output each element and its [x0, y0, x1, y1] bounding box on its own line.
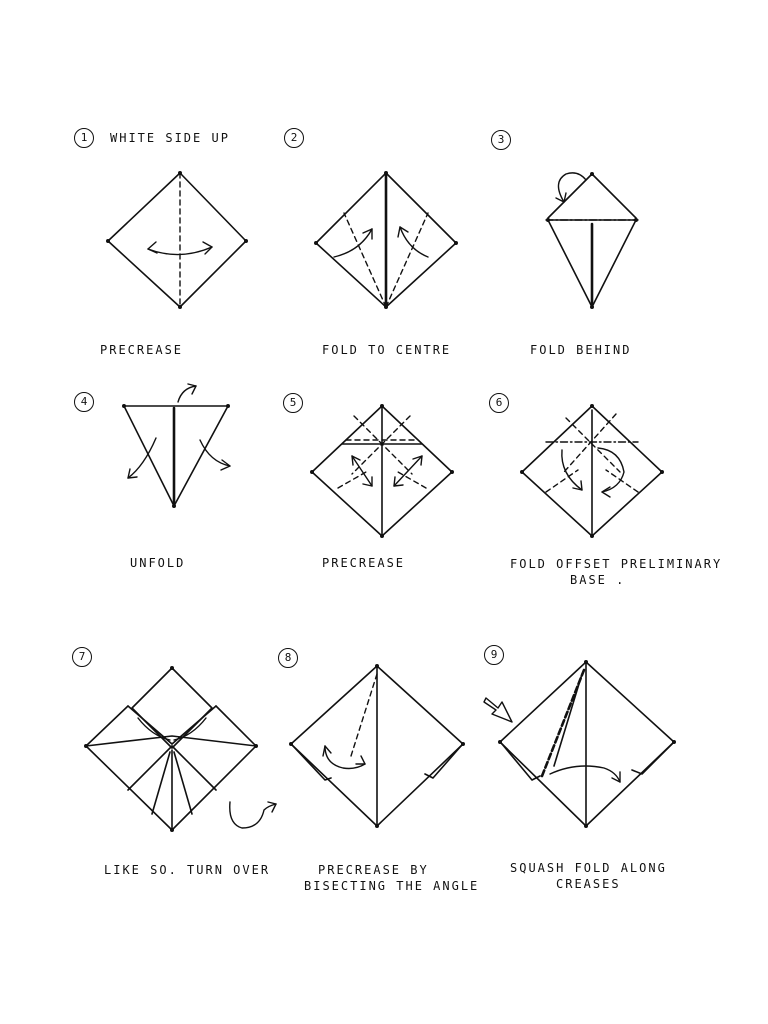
step-9-caption-line2: CREASES	[556, 877, 621, 891]
step-5-diagram	[306, 400, 456, 540]
step-3-diagram	[530, 162, 660, 312]
step-3-number: 3	[491, 130, 511, 150]
step-8-caption-line2: BISECTING THE ANGLE	[304, 879, 480, 893]
step-2-number: 2	[284, 128, 304, 148]
step-1-diagram	[100, 165, 260, 315]
step-4-caption: UNFOLD	[130, 556, 186, 570]
step-5-number: 5	[283, 393, 303, 413]
step-1-number: 1	[74, 128, 94, 148]
step-9-caption: SQUASH FOLD ALONG	[510, 861, 667, 875]
step-6-caption-line2: BASE .	[570, 573, 626, 587]
step-5-caption: PRECREASE	[322, 556, 406, 570]
step-9-number: 9	[484, 645, 504, 665]
step-6-diagram	[516, 400, 666, 540]
step-4-number: 4	[74, 392, 94, 412]
step-1-caption: PRECREASE	[100, 343, 184, 357]
step-8-diagram	[285, 660, 475, 835]
step-2-caption: FOLD TO CENTRE	[322, 343, 452, 357]
step-9-diagram	[482, 656, 682, 831]
step-8-number: 8	[278, 648, 298, 668]
step-6-number: 6	[489, 393, 509, 413]
step-8-caption: PRECREASE BY	[318, 863, 429, 877]
step-1-title: WHITE SIDE UP	[110, 131, 230, 145]
step-7-number: 7	[72, 647, 92, 667]
step-2-diagram	[308, 165, 468, 315]
step-6-caption: FOLD OFFSET PRELIMINARY	[510, 557, 723, 571]
step-7-caption: LIKE SO. TURN OVER	[104, 863, 271, 877]
step-4-diagram	[100, 378, 250, 518]
step-3-caption: FOLD BEHIND	[530, 343, 632, 357]
step-7-diagram	[80, 660, 290, 840]
